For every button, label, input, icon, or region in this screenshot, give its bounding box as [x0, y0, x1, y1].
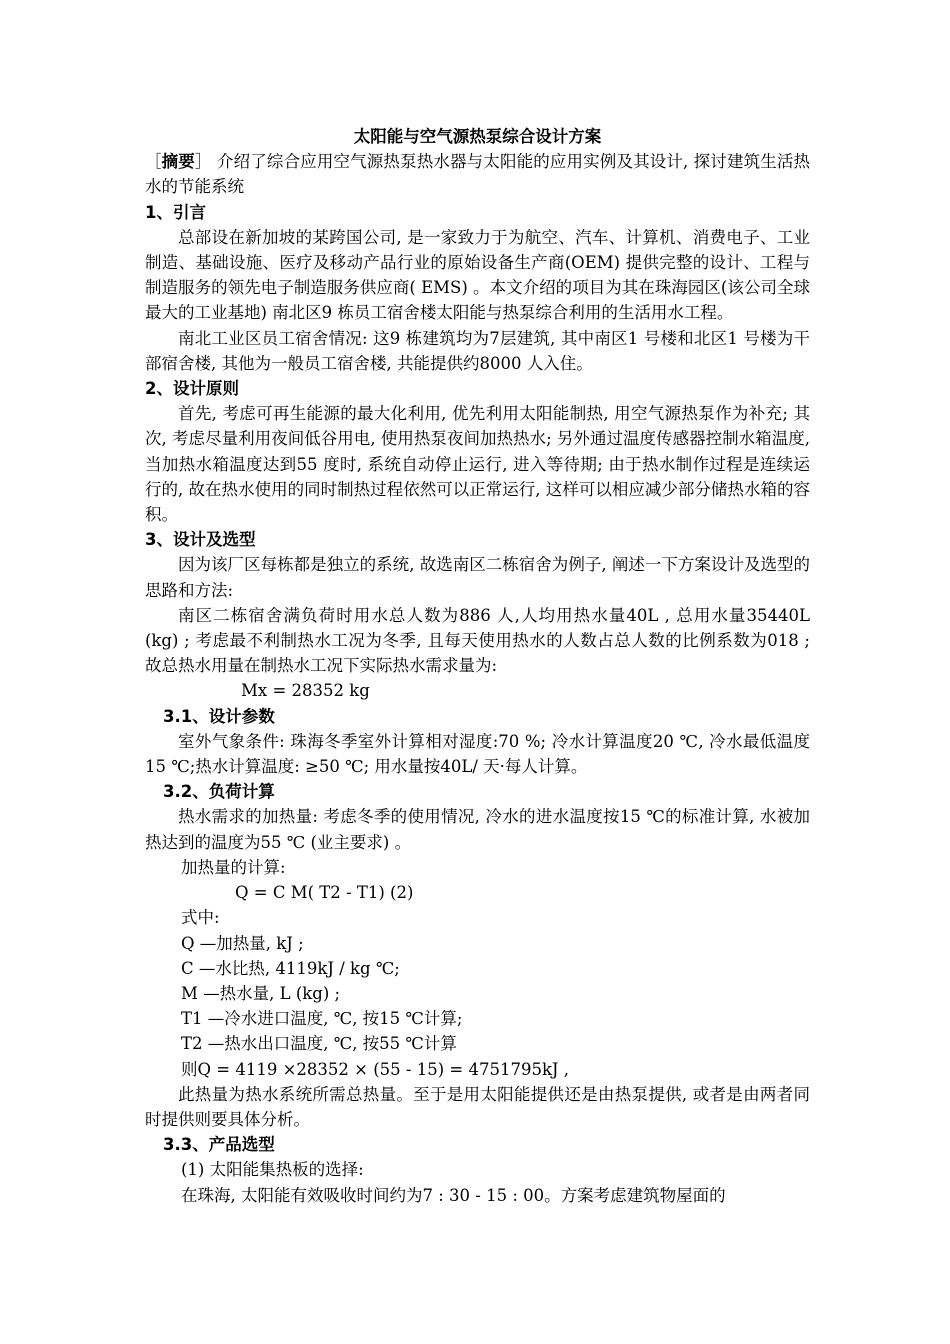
- abstract-close-bracket: ］: [194, 152, 212, 172]
- abstract-label: 摘要: [161, 152, 195, 172]
- section-3-3-line-2: 在珠海, 太阳能有效吸收时间约为7 : 30 - 15 : 00。方案考虑建筑物屋面的: [181, 1185, 726, 1205]
- section-3-3-line-1: (1) 太阳能集热板的选择:: [181, 1160, 364, 1180]
- section-3-paragraph-1: 因为该厂区每栋都是独立的系统, 故选南区二栋宿舍为例子, 阐述一下方案设计及选型的思路和方法:: [145, 555, 810, 600]
- section-1-paragraph-2: 南北工业区员工宿舍情况: 这9 栋建筑均为7层建筑, 其中南区1 号楼和北区1 号楼为干部宿舍楼, 其他为一般员工宿舍楼, 共能提供约8000 人入住。: [145, 328, 810, 373]
- section-1-heading: 1、引言: [145, 202, 206, 222]
- section-3-2-line-4: C —水比热, 4119kJ / kg ℃;: [181, 958, 400, 978]
- section-1-paragraph-1: 总部设在新加坡的某跨国公司, 是一家致力于为航空、汽车、计算机、消费电子、工业制造、基础设施、医疗及移动产品行业的原始设备生产商(OEM) 提供完整的设计、工程与制造服务的领先电子制造服务供应商( EMS) 。本文介绍的项目为其在珠海园区(该公司全球最大的工业基地) 南北区9 栋员工宿舍楼太阳能与热泵综合利用的生活用水工程。: [145, 227, 810, 323]
- formula-q: Q = C M( T2 - T1) (2): [235, 883, 414, 903]
- section-3-3-heading: 3.3、产品选型: [163, 1135, 275, 1155]
- section-3-2-line-7: T2 —热水出口温度, ℃, 按55 ℃计算: [181, 1034, 457, 1054]
- section-3-2-line-2: 式中:: [181, 908, 220, 928]
- document-body: [145, 124, 810, 1208]
- section-3-2-line-8: 则Q = 4119 ×28352 × (55 - 15) = 4751795kJ ,: [181, 1059, 570, 1079]
- section-3-2-heading: 3.2、负荷计算: [163, 782, 275, 802]
- section-3-2-paragraph-2: 此热量为热水系统所需总热量。至于是用太阳能提供还是由热泵提供, 或者是由两者同时提供则要具体分析。: [145, 1084, 810, 1129]
- section-3-2-line-6: T1 —冷水进口温度, ℃, 按15 ℃计算;: [181, 1009, 463, 1029]
- abstract-text: 介绍了综合应用空气源热泵热水器与太阳能的应用实例及其设计, 探讨建筑生活热水的节能系统: [145, 152, 811, 197]
- section-3-paragraph-2: 南区二栋宿舍满负荷时用水总人数为886 人,人均用热水量40L , 总用水量35440L (kg) ; 考虑最不利制热水工况为冬季, 且每天使用热水的人数占总人数的比例系数为018 ; 故总热水用量在制热水工况下实际热水需求量为:: [145, 605, 810, 676]
- abstract: [145, 149, 810, 199]
- abstract-open-bracket: ［: [145, 152, 162, 172]
- section-2-paragraph-1: 首先, 考虑可再生能源的最大化利用, 优先利用太阳能制热, 用空气源热泵作为补充; 其次, 考虑尽量利用夜间低谷用电, 使用热泵夜间加热热水; 另外通过温度传感器控制水箱温度, 当加热水箱温度达到55 度时, 系统自动停止运行, 进入等待期; 由于热水制作过程是连续运行的, 故在热水使用的同时制热过程依然可以正常运行, 这样可以相应减少部分储热水箱的容积。: [145, 404, 810, 525]
- section-3-2-line-5: M —热水量, L (kg) ;: [181, 983, 341, 1003]
- section-2-heading: 2、设计原则: [145, 379, 239, 399]
- section-3-2-paragraph-1: 热水需求的加热量: 考虑冬季的使用情况, 冷水的进水温度按15 ℃的标准计算, 水被加热达到的温度为55 ℃ (业主要求) 。: [145, 807, 810, 852]
- section-3-heading: 3、设计及选型: [145, 530, 256, 550]
- formula-mx: Mx = 28352 kg: [241, 681, 370, 701]
- document-title: 太阳能与空气源热泵综合设计方案: [353, 127, 602, 146]
- section-3-1-heading: 3.1、设计参数: [163, 706, 275, 726]
- section-3-2-line-3: Q —加热量, kJ ;: [181, 933, 304, 953]
- section-3-1-paragraph-1: 室外气象条件: 珠海冬季室外计算相对湿度:70 %; 冷水计算温度20 ℃, 冷水最低温度15 ℃;热水计算温度: ≥50 ℃; 用水量按40L/ 天·每人计算。: [145, 731, 810, 777]
- section-3-2-line-1: 加热量的计算:: [181, 857, 286, 877]
